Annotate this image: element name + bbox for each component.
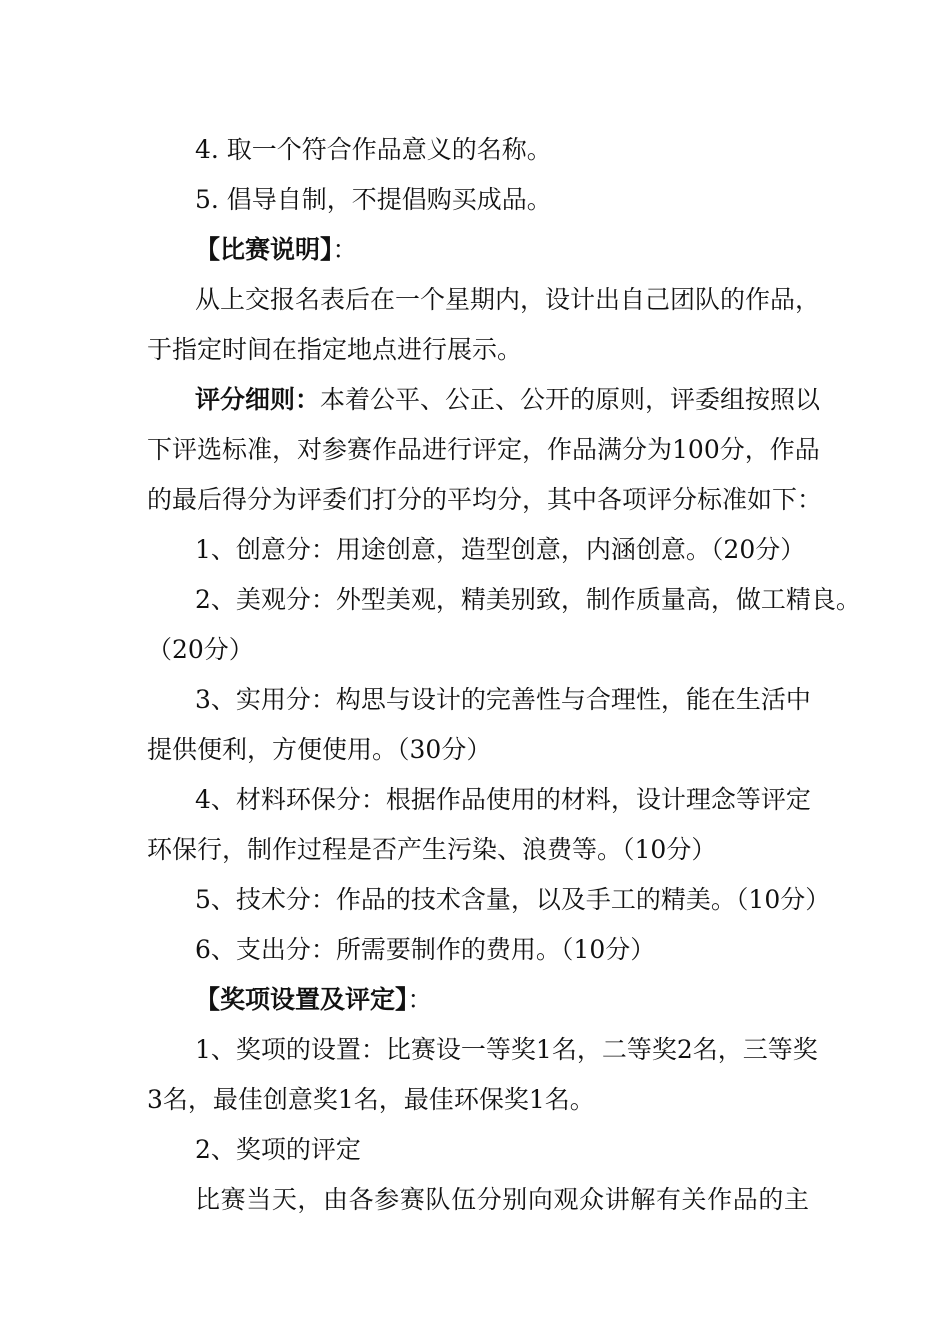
criterion-2: 2、美观分：外型美观，精美别致，制作质量高，做工精良。 [195,585,861,614]
section-title: 【比赛说明】 [195,235,333,264]
section-heading-awards [195,984,433,1016]
section-colon: ： [407,985,433,1014]
criterion-6: 6、支出分：所需要制作的费用。（10分） [195,935,656,964]
award-setting: 1、奖项的设置：比赛设一等奖1名，二等奖2名，三等奖 [195,1035,818,1064]
paragraph-line: 比赛当天，由各参赛队伍分别向观众讲解有关作品的主 [195,1185,809,1214]
award-setting-cont: 3名，最佳创意奖1名，最佳环保奖1名。 [147,1085,595,1114]
criterion-2-cont: （20分） [147,635,254,664]
scoring-text: 本着公平、公正、公开的原则，评委组按照以 [320,385,821,414]
list-item-4: 4. 取一个符合作品意义的名称。 [195,135,552,164]
criterion-3-cont: 提供便利，方便使用。（30分） [147,735,492,764]
criterion-4-cont: 环保行，制作过程是否产生污染、浪费等。（10分） [147,835,717,864]
paragraph-line: 下评选标准，对参赛作品进行评定，作品满分为100分，作品 [147,435,820,464]
criterion-5: 5、技术分：作品的技术含量，以及手工的精美。（10分） [195,885,831,914]
award-judging: 2、奖项的评定 [195,1135,361,1164]
criterion-3: 3、实用分：构思与设计的完善性与合理性，能在生活中 [195,685,811,714]
paragraph-line: 的最后得分为评委们打分的平均分，其中各项评分标准如下： [147,485,823,514]
scoring-intro-line [195,384,821,416]
criterion-1: 1、创意分：用途创意，造型创意，内涵创意。（20分） [195,535,806,564]
scoring-label: 评分细则： [195,385,321,414]
section-heading-rules [195,234,358,266]
section-colon: ： [332,235,358,264]
paragraph-line: 从上交报名表后在一个星期内，设计出自己团队的作品， [195,285,821,314]
paragraph-line: 于指定时间在指定地点进行展示。 [147,335,523,364]
section-title: 【奖项设置及评定】 [195,985,408,1014]
criterion-4: 4、材料环保分：根据作品使用的材料，设计理念等评定 [195,785,811,814]
list-item-5: 5. 倡导自制，不提倡购买成品。 [195,185,552,214]
